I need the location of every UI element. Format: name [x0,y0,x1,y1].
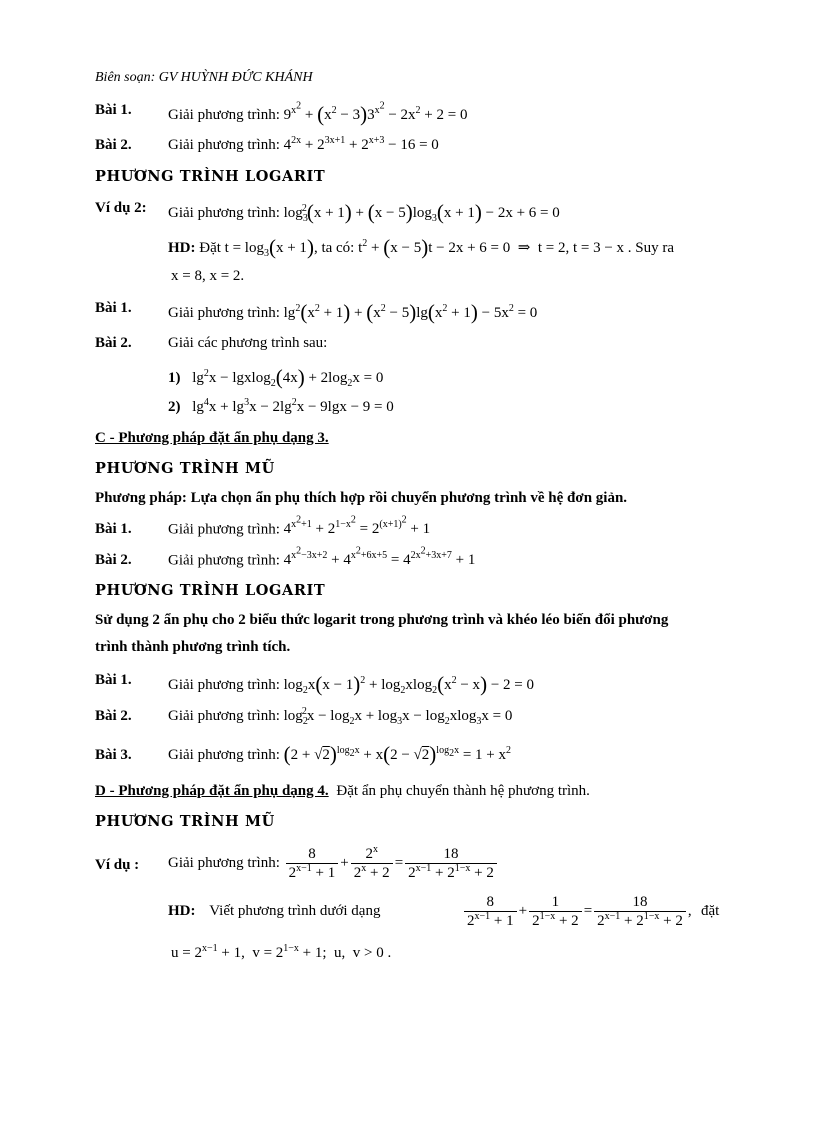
equation: $4^{x^2+1} + 2^{1-x^2} = 2^{(x+1)^2} + 1$ [283,515,431,538]
equation: $\frac{8}{2^{x-1} + 1}$ + $\frac{1}{2^{1-x} + 2}$ = $\frac{18}{2^{x-1} + 2^{1-x} + 2}$ , [462,893,692,930]
method-text: Phương pháp: Lựa chọn ẩn phụ thích hợp rồi chuyển phương trình về hệ đơn giản. [95,490,628,506]
exercise-prompt: Giải các phương trình sau: [168,335,328,351]
hint-label: HD: [168,240,196,256]
document-header: Biên soạn: GV HUỲNH ĐỨC KHÁNH [95,70,313,85]
numerator: 8 [464,893,517,912]
exercise-prompt: Giải phương trình: [168,677,280,693]
exercise-line [168,672,534,697]
exercise-label: Bài 1. [95,521,132,537]
equation: $t^2 + (x - 5)t - 2x + 6 = 0$ ⇒ t = 2, t = 3 − x [358,235,625,259]
section-description: Đặt ẩn phụ chuyển thành hệ phương trình. [336,783,590,799]
exercise-line [168,102,467,127]
equation: $4^{2x} + 2^{3x+1} + 2^{x+3} - 16 = 0$ [283,135,439,153]
exercise-line [168,708,512,725]
section-title-line [95,783,590,800]
exercise-line [168,300,537,325]
numerator: 18 [405,845,497,864]
numerator: 8 [286,845,339,864]
exercise-prompt: Giải phương trình: [168,521,280,538]
hint-text: . Suy ra [627,240,675,256]
equation: $\lg^4x + \lg^3x - 2\lg^2x - 9\lg x - 9 = 0$ [192,397,394,415]
equation: $(2 + √2)^{log_2x} + x(2 - √2)^{log_2x} = 1 + x^2$ [283,742,511,766]
sub-exercise [168,399,394,416]
hint-line [168,235,674,260]
numerator: 1 [529,893,582,912]
paragraph-line: Sử dụng 2 ẩn phụ cho 2 biểu thức logarit trong phương trình và khéo léo biến đổi phương [95,612,669,628]
equation: $\log_2^2x - \log_2x + \log_3x - \log_2xlog_3x = 0$ [283,706,513,727]
hint-label: HD: [168,903,196,919]
example-label: Ví dụ : [95,857,140,873]
exercise-label: Bài 2. [95,335,132,351]
section-heading: PHƯƠNG TRÌNH MŨ [95,813,275,830]
exercise-label: Bài 2. [95,137,132,153]
section-heading: PHƯƠNG TRÌNH LOGARIT [95,582,326,599]
section-title: D - Phương pháp đặt ẩn phụ dạng 4. [95,783,329,799]
equation: $\log_3^2(x + 1) + (x - 5)\log_3(x + 1) - 2x + 6 = 0$ [283,200,560,224]
hint-text: Viết phương trình dưới dạng [209,903,381,919]
example-line: Giải phương trình: $\frac{8}{2^{x-1} + 1}$ + $\frac{2^x}{2^x + 2}$ = $\frac{18}{2^{x-1} + 2^{1-x} + 2}$ [168,845,499,882]
exercise-prompt: Giải phương trình: [168,552,280,569]
sub-exercise [168,365,383,390]
equation: $\lg^2(x^2 + 1) + (x^2 - 5)\lg(x^2 + 1) - 5x^2 = 0$ [283,300,538,324]
sub-exercise-label: 1) [168,370,181,386]
exercise-prompt: Giải phương trình: [168,305,280,321]
numerator: 18 [594,893,686,912]
exercise-label: Bài 1. [95,102,132,118]
section-heading: PHƯƠNG TRÌNH LOGARIT [95,168,326,185]
exercise-prompt: Giải phương trình: [168,107,280,123]
exercise-label: Bài 3. [95,747,132,763]
equation: $\log_2x(x - 1)^2 + \log_2xlog_2(x^2 - x) - 2 = 0$ [283,672,534,696]
fraction: $\frac{18}{2^{x-1} + 2^{1-x} + 2}$ [405,845,497,882]
fraction: $\frac{18}{2^{x-1} + 2^{1-x} + 2}$ [594,893,686,930]
example-prompt: Giải phương trình: [168,205,280,221]
example-prompt: Giải phương trình: [168,854,280,871]
hint-text: , ta có: [313,240,355,256]
fraction: $\frac{8}{2^{x-1} + 1}$ [286,845,339,882]
exercise-label: Bài 2. [95,552,132,568]
equation: $u = 2^{x-1} + 1$, $v = 2^{1-x} + 1$; u, v > 0 . [171,943,392,961]
exercise-prompt: Giải phương trình: [168,747,280,763]
hint-continuation: x = 8, x = 2. [171,268,245,284]
example-line [168,200,560,225]
equation: $4^{x^2-3x+2} + 4^{x^2+6x+5} = 4^{2x^2+3x+7} + 1$ [283,546,476,569]
hint-text: đặt [701,903,720,919]
paragraph-line: trình thành phương trình tích. [95,639,291,655]
exercise-line [168,742,511,767]
exercise-line [168,137,439,154]
fraction: $\frac{2^x}{2^x + 2}$ [351,845,393,882]
exercise-prompt: Giải phương trình: [168,137,280,153]
fraction: $\frac{1}{2^{1-x} + 2}$ [529,893,582,930]
exercise-label: Bài 1. [95,300,132,316]
exercise-label: Bài 1. [95,672,132,688]
equation: $t = \log_3(x + 1)$ [224,235,314,259]
equation: $\lg^2x - lgxlog_2(4x) + 2\log_2x = 0$ [192,365,384,389]
exercise-prompt: Giải phương trình: [168,708,280,724]
section-title: C - Phương pháp đặt ẩn phụ dạng 3. [95,430,329,446]
exercise-line [168,546,476,569]
section-heading: PHƯƠNG TRÌNH MŨ [95,460,275,477]
hint-text: Đặt [199,240,221,256]
fraction: $\frac{8}{2^{x-1} + 1}$ [464,893,517,930]
example-label: Ví dụ 2: [95,200,147,216]
sub-exercise-label: 2) [168,399,181,415]
exercise-label: Bài 2. [95,708,132,724]
exercise-line [168,515,431,538]
equation: $9^{x^2} + (x^2 - 3)3^{x^2} - 2x^2 + 2 = 0$ [283,100,468,126]
